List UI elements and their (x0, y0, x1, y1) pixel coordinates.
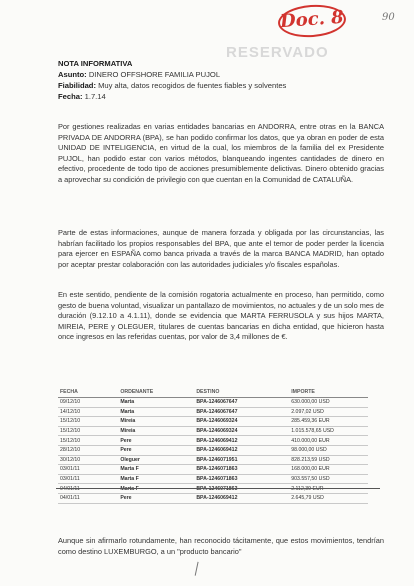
subject-line (58, 69, 358, 80)
header-destination: DESTINO (194, 386, 289, 398)
table-row (58, 398, 368, 408)
row-amount: 410.000,00 EUR (289, 436, 368, 446)
row-destination: BPA-1246069324 (194, 426, 289, 436)
row-destination: BPA-1246067647 (194, 407, 289, 417)
row-date: 15/12/10 (58, 417, 118, 427)
row-ordering-party: Mireia (118, 426, 194, 436)
table-row (58, 493, 368, 503)
row-date: 04/01/11 (58, 493, 118, 503)
transactions-table (58, 386, 368, 504)
reliability-value: Muy alta, datos recogidos de fuentes fiables y solventes (98, 81, 287, 90)
date-line (58, 91, 358, 102)
header-amount: IMPORTE (289, 386, 368, 398)
row-ordering-party: Marta F (118, 474, 194, 484)
row-date: 03/01/11 (58, 465, 118, 475)
row-date: 09/12/10 (58, 398, 118, 408)
row-date: 15/12/10 (58, 426, 118, 436)
row-destination: BPA-1246069412 (194, 445, 289, 455)
subject-value: DINERO OFFSHORE FAMILIA PUJOL (88, 70, 221, 79)
reserved-watermark: RESERVADO (226, 44, 329, 61)
subject-label: Asunto: (58, 70, 87, 79)
table-row (58, 417, 368, 427)
paragraph-4: Aunque sin afirmarlo rotundamente, han reconocido tácitamente, que estos movimientos, tendrían como destino LUXEMBURGO, a un "producto bancario" (58, 536, 384, 556)
doc-stamp-label: Doc. 8 (279, 6, 345, 33)
pen-mark (195, 562, 211, 578)
row-date: 03/01/11 (58, 474, 118, 484)
row-ordering-party: Pere (118, 436, 194, 446)
row-amount: 2.645,79 USD (289, 493, 368, 503)
row-ordering-party: Marta (118, 407, 194, 417)
row-destination: BPA-1246069324 (194, 417, 289, 427)
reliability-line (58, 80, 358, 91)
table-header-row (58, 386, 368, 398)
paragraph-3: En este sentido, pendiente de la comisión rogatoria actualmente en proceso, han permitido, como gesto de buena voluntad, visualizar un pantallazo de movimientos, no actuales y de un solo mes de duración (9.12.10 a 4.1.11), donde se evidencia que MARTA FERRUSOLA y sus hijos MARTA, MIREIA, PERE y OLEGUER, titulares de cuentas bancarias en dicha entidad, que hicieron hasta once ingresos en las referidas cuentas, por valor de 3,4 millones de €. (58, 290, 384, 342)
table-end-rule (56, 488, 380, 489)
row-destination: BPA-1246069412 (194, 436, 289, 446)
note-header (58, 58, 358, 102)
row-amount: 285.459,36 EUR (289, 417, 368, 427)
row-amount: 828.213,59 USD (289, 455, 368, 465)
row-destination: BPA-1246071951 (194, 455, 289, 465)
table-row (58, 407, 368, 417)
table-row (58, 426, 368, 436)
row-ordering-party: Marta F (118, 465, 194, 475)
row-ordering-party: Oleguer (118, 455, 194, 465)
row-date: 14/12/10 (58, 407, 118, 417)
row-amount: 903.557,50 USD (289, 474, 368, 484)
row-amount: 630.000,00 USD (289, 398, 368, 408)
row-date: 15/12/10 (58, 436, 118, 446)
table-row (58, 436, 368, 446)
date-value: 1.7.14 (84, 92, 106, 101)
table-row (58, 465, 368, 475)
row-amount: 98.000,00 USD (289, 445, 368, 455)
page-number: 90 (382, 12, 395, 23)
row-ordering-party: Marta (118, 398, 194, 408)
row-amount: 1.015.578,65 USD (289, 426, 368, 436)
row-destination: BPA-1246071863 (194, 474, 289, 484)
row-amount: 2.097,02 USD (289, 407, 368, 417)
table-row (58, 455, 368, 465)
table-row (58, 445, 368, 455)
paragraph-1: Por gestiones realizadas en varias entidades bancarias en ANDORRA, entre otras en la BANCA PRIVADA DE ANDORRA (BPA), se han podido confirmar los datos, que ya obran en poder de esta UNIDAD DE INTELIGENCIA, en virtud de la cual, los miembros de la familia del ex Presidente PUJOL, han podido estar con varios métodos, blanqueando ingentes cantidades de dinero en efectivo, procedente de todo tipo de acciones presumiblemente delictivas. Dinero obtenido gracias a aprovechar su condición de privilegio con que cuentan en la Comunidad de CATALUÑA. (58, 122, 384, 184)
row-ordering-party: Mireia (118, 417, 194, 427)
paragraph-2: Parte de estas informaciones, aunque de manera forzada y obligada por las circunstancias, las habrían facilitado los propios responsables del BPA, que ante el temor de poder perder la licencia para ejercer en ESPAÑA como banca privada a través de la marca BANCA MADRID, han optado por aceptar prestar colaboración con las autoridades judiciales y/o fiscales españolas. (58, 228, 384, 269)
doc-number-stamp (277, 3, 347, 40)
table-row (58, 474, 368, 484)
row-amount: 168.000,00 EUR (289, 465, 368, 475)
date-label: Fecha: (58, 92, 83, 101)
row-date: 28/12/10 (58, 445, 118, 455)
header-ordering-party: ORDENANTE (118, 386, 194, 398)
row-destination: BPA-1246067647 (194, 398, 289, 408)
row-ordering-party: Pere (118, 493, 194, 503)
row-ordering-party: Pere (118, 445, 194, 455)
reliability-label: Fiabilidad: (58, 81, 96, 90)
row-destination: BPA-1246069412 (194, 493, 289, 503)
row-destination: BPA-1246071863 (194, 465, 289, 475)
header-date: FECHA (58, 386, 118, 398)
note-title: NOTA INFORMATIVA (58, 59, 133, 68)
row-date: 30/12/10 (58, 455, 118, 465)
